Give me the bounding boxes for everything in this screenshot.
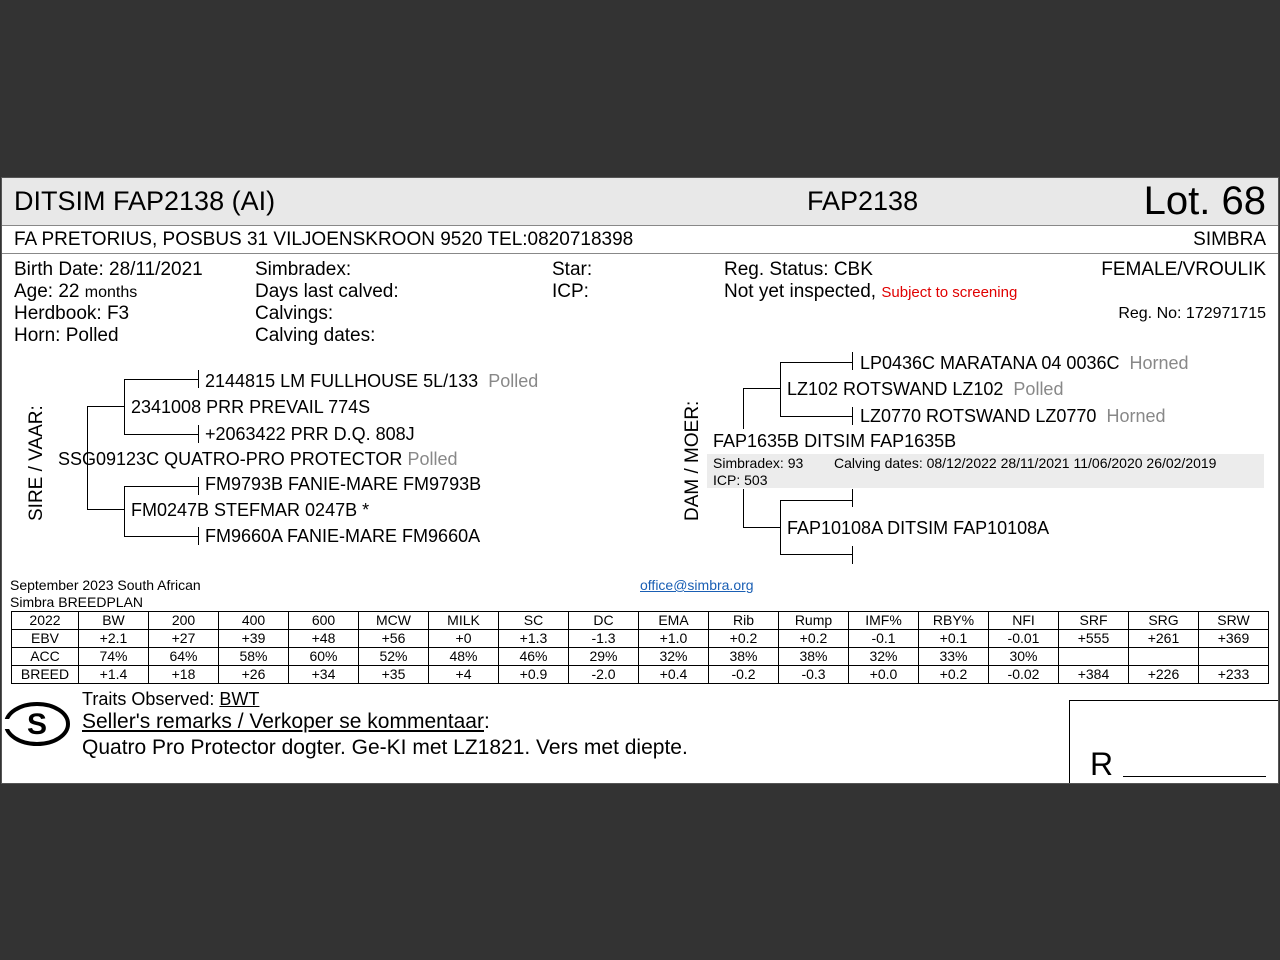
table-cell: EMA — [639, 612, 709, 630]
breed-name: SIMBRA — [1193, 229, 1266, 250]
table-cell: +35 — [359, 666, 429, 684]
dsd-name: LZ0770 ROTSWAND LZ0770 — [860, 406, 1097, 426]
sss-name: 2144815 LM FULLHOUSE 5L/133 — [205, 371, 479, 391]
table-cell: -1.3 — [569, 630, 639, 648]
animal-name: DITSIM FAP2138 (AI) — [14, 186, 276, 216]
sss-horn: Polled — [488, 371, 539, 391]
age-value: Age: 22 — [14, 281, 85, 302]
simbra-logo — [3, 699, 71, 749]
dss-horn: Horned — [1129, 353, 1189, 373]
dam-calving-dates: Calving dates: 08/12/2022 28/11/2021 11/06/2020 26/02/2019 — [834, 455, 1217, 471]
sire-name-text: SSG09123C QUATRO-PRO PROTECTOR — [58, 449, 403, 469]
table-cell: 74% — [79, 648, 149, 666]
table-cell: 32% — [639, 648, 709, 666]
table-row — [12, 666, 1269, 684]
breedplan-title-1: September 2023 South African — [10, 577, 201, 593]
table-cell: +4 — [429, 666, 499, 684]
dam-simbradex: Simbradex: 93 — [713, 455, 804, 471]
table-cell: SRF — [1059, 612, 1129, 630]
table-cell: +0.4 — [639, 666, 709, 684]
lot-number: Lot. 68 — [1143, 179, 1266, 223]
sire-dam-dam: FM9660A FANIE-MARE FM9660A — [205, 526, 481, 546]
table-cell: +39 — [219, 630, 289, 648]
remarks-text: Quatro Pro Protector dogter. Ge-KI met LZ1821. Vers met diepte. — [82, 736, 688, 759]
table-cell: +0.2 — [919, 666, 989, 684]
traits-value: BWT — [219, 689, 260, 709]
table-cell: BW — [79, 612, 149, 630]
table-cell: 48% — [429, 648, 499, 666]
table-cell: 60% — [289, 648, 359, 666]
icp-label: ICP: — [552, 281, 589, 302]
dam-sire-sire — [860, 353, 1189, 374]
table-cell: 400 — [219, 612, 289, 630]
table-row — [12, 630, 1269, 648]
table-cell: -0.01 — [989, 630, 1059, 648]
table-cell: SRW — [1199, 612, 1269, 630]
table-row — [12, 612, 1269, 630]
horn-status: Horn: Polled — [14, 325, 119, 346]
table-cell: 600 — [289, 612, 359, 630]
table-cell: +555 — [1059, 630, 1129, 648]
days-last-calved-label: Days last calved: — [255, 281, 399, 302]
dss-name: LP0436C MARATANA 04 0036C — [860, 353, 1120, 373]
reg-status: Reg. Status: CBK — [724, 259, 873, 280]
table-cell: +226 — [1129, 666, 1199, 684]
breedplan-title-2: Simbra BREEDPLAN — [10, 594, 144, 610]
sire-sire: 2341008 PRR PREVAIL 774S — [131, 397, 371, 417]
star-label: Star: — [552, 259, 593, 280]
table-cell: 58% — [219, 648, 289, 666]
ds-horn: Polled — [1013, 379, 1064, 399]
table-cell: +1.3 — [499, 630, 569, 648]
dam-sire-dam — [860, 406, 1166, 427]
remarks-heading — [82, 710, 490, 734]
sire-sire-sire — [205, 371, 538, 392]
table-cell: -0.02 — [989, 666, 1059, 684]
table-cell — [1059, 648, 1129, 666]
table-row — [12, 648, 1269, 666]
table-cell: +34 — [289, 666, 359, 684]
screening-note: Subject to screening — [881, 284, 1018, 301]
table-cell: +2.1 — [79, 630, 149, 648]
sire-sire-dam: +2063422 PRR D.Q. 808J — [205, 424, 415, 444]
dam-label: DAM / MOER: — [682, 400, 703, 521]
card-header — [2, 178, 1278, 226]
email-link[interactable]: office@simbra.org — [640, 577, 754, 593]
table-cell: +0.9 — [499, 666, 569, 684]
table-cell: +369 — [1199, 630, 1269, 648]
lot-card — [1, 177, 1279, 784]
sire-dam-sire: FM9793B FANIE-MARE FM9793B — [205, 474, 482, 494]
table-cell: +26 — [219, 666, 289, 684]
table-cell: +56 — [359, 630, 429, 648]
traits-observed — [82, 689, 259, 710]
table-cell: +48 — [289, 630, 359, 648]
table-cell: DC — [569, 612, 639, 630]
table-cell: 32% — [849, 648, 919, 666]
dam-dam: FAP10108A DITSIM FAP10108A — [787, 518, 1050, 538]
table-cell: Rump — [779, 612, 849, 630]
calvings-label: Calvings: — [255, 303, 334, 324]
table-cell: +1.4 — [79, 666, 149, 684]
table-cell: +0.2 — [779, 630, 849, 648]
table-cell: 38% — [779, 648, 849, 666]
table-cell: 2022 — [12, 612, 79, 630]
table-cell: EBV — [12, 630, 79, 648]
sire-name — [58, 449, 457, 470]
sire-dam: FM0247B STEFMAR 0247B * — [131, 500, 370, 520]
remarks-label: Seller's remarks / Verkoper se kommentaar — [82, 710, 484, 733]
table-cell: RBY% — [919, 612, 989, 630]
table-cell: +27 — [149, 630, 219, 648]
table-cell: +0.0 — [849, 666, 919, 684]
table-cell: 46% — [499, 648, 569, 666]
sire-horn: Polled — [407, 449, 458, 469]
table-cell: -0.2 — [709, 666, 779, 684]
table-cell: +0.1 — [919, 630, 989, 648]
table-cell: MILK — [429, 612, 499, 630]
traits-label: Traits Observed: — [82, 689, 215, 709]
table-cell: IMF% — [849, 612, 919, 630]
seller-bar — [2, 225, 1278, 254]
age — [14, 281, 137, 303]
animal-id: FAP2138 — [807, 186, 919, 216]
table-cell: ACC — [12, 648, 79, 666]
table-cell: +233 — [1199, 666, 1269, 684]
table-cell: NFI — [989, 612, 1059, 630]
remarks-colon: : — [483, 710, 490, 733]
dsd-horn: Horned — [1106, 406, 1166, 426]
table-cell: MCW — [359, 612, 429, 630]
table-cell: Rib — [709, 612, 779, 630]
herdbook: Herdbook: F3 — [14, 303, 130, 324]
dam-icp: ICP: 503 — [713, 472, 768, 488]
table-cell: 52% — [359, 648, 429, 666]
calving-dates-label: Calving dates: — [255, 325, 376, 346]
simbradex-label: Simbradex: — [255, 259, 352, 280]
ebv-table — [11, 611, 1269, 684]
seller-address: FA PRETORIUS, POSBUS 31 VILJOENSKROON 9520 TEL:0820718398 — [14, 229, 634, 250]
sire-label: SIRE / VAAR: — [26, 405, 47, 521]
r-label: R — [1090, 746, 1114, 782]
table-cell: +0 — [429, 630, 499, 648]
table-cell — [1129, 648, 1199, 666]
inspection-text: Not yet inspected, — [724, 281, 877, 302]
table-cell: -2.0 — [569, 666, 639, 684]
table-cell: -0.3 — [779, 666, 849, 684]
table-cell: 38% — [709, 648, 779, 666]
bid-line — [1123, 776, 1266, 777]
logo-icon — [3, 699, 71, 749]
table-cell: 29% — [569, 648, 639, 666]
dam-info-box — [707, 454, 1264, 488]
table-cell: 30% — [989, 648, 1059, 666]
table-cell — [1199, 648, 1269, 666]
table-cell: SRG — [1129, 612, 1199, 630]
table-cell: 33% — [919, 648, 989, 666]
ds-name: LZ102 ROTSWAND LZ102 — [787, 379, 1004, 399]
table-cell: +384 — [1059, 666, 1129, 684]
table-cell: +1.0 — [639, 630, 709, 648]
table-cell: 200 — [149, 612, 219, 630]
table-cell: -0.1 — [849, 630, 919, 648]
dam-name: FAP1635B DITSIM FAP1635B — [713, 431, 957, 451]
table-cell: BREED — [12, 666, 79, 684]
table-cell: 64% — [149, 648, 219, 666]
table-cell: +261 — [1129, 630, 1199, 648]
sex: FEMALE/VROULIK — [1101, 259, 1266, 280]
dam-sire — [787, 379, 1063, 400]
age-unit: months — [84, 284, 138, 301]
birth-date: Birth Date: 28/11/2021 — [14, 259, 203, 280]
table-cell: SC — [499, 612, 569, 630]
reg-number: Reg. No: 172971715 — [1118, 305, 1266, 322]
table-cell: +18 — [149, 666, 219, 684]
logo-letter: S — [26, 708, 48, 741]
bid-box — [1069, 700, 1279, 784]
table-cell: +0.2 — [709, 630, 779, 648]
inspection-status — [724, 281, 1017, 303]
